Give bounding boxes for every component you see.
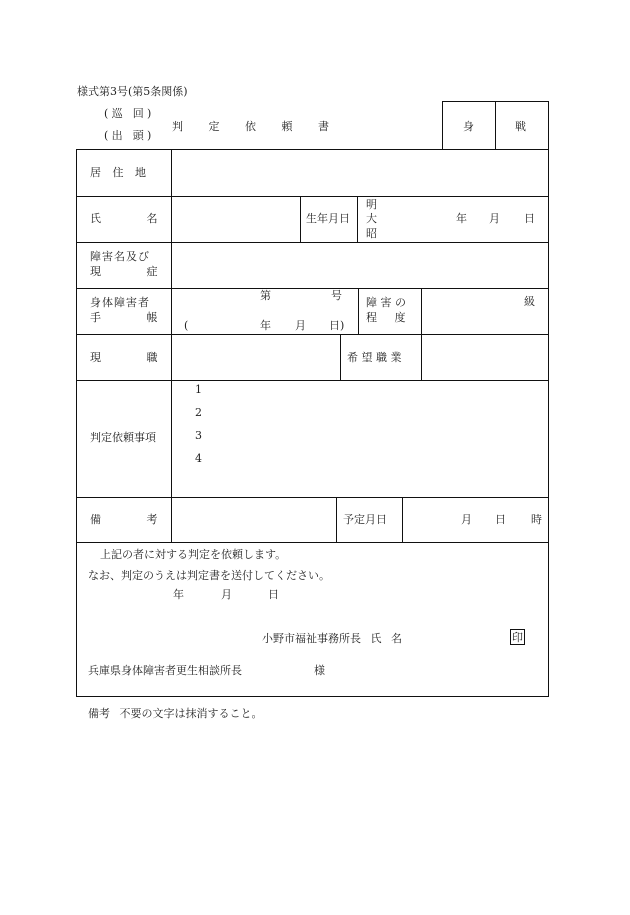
birth-day-unit: 日 [524, 212, 535, 225]
cell-divider [421, 288, 422, 334]
request-item: 1 [195, 383, 202, 396]
stamp-box-left-label: 身 [463, 120, 474, 133]
handbook-date-month: 月 [295, 319, 306, 332]
request-statement-line2: なお、判定のうえは判定書を送付してください。 [88, 569, 330, 582]
row-divider [76, 542, 549, 543]
request-item: 2 [195, 406, 202, 419]
row-divider [76, 242, 549, 243]
degree-label-line1: 障 害 の [366, 296, 406, 309]
handbook-label-line1: 身体障害者 [90, 296, 150, 309]
era-meiji: 明 [366, 198, 377, 211]
recipient-label: 兵庫県身体障害者更生相談所長 [88, 664, 242, 677]
request-statement-line1: 上記の者に対する判定を依頼します。 [100, 548, 287, 561]
cell-divider [402, 497, 403, 542]
form-number: 様式第3号(第5条関係) [77, 85, 188, 98]
era-taisho: 大 [366, 212, 377, 225]
cell-divider [336, 497, 337, 542]
birth-month-unit: 月 [489, 212, 500, 225]
residence-label: 居 住 地 [90, 166, 146, 179]
footer-date-day: 日 [268, 588, 279, 601]
recipient-honorific: 様 [314, 664, 325, 677]
degree-label-line2: 程 度 [366, 311, 406, 324]
handbook-date-open: ( [184, 319, 189, 332]
request-item: 4 [195, 452, 202, 465]
handbook-date-day: 日) [329, 319, 345, 332]
requests-label: 判定依頼事項 [90, 431, 156, 444]
cell-divider [358, 288, 359, 334]
remarks-label: 備 考 [90, 513, 158, 526]
birth-year-unit: 年 [456, 212, 467, 225]
row-divider [76, 497, 549, 498]
scheduled-day-unit: 日 [495, 513, 506, 526]
seal-mark: 印 [512, 631, 523, 644]
disability-label-line2: 現 症 [90, 265, 158, 278]
row-divider [76, 196, 549, 197]
document-title: 判 定 依 頼 書 [172, 120, 329, 133]
row-divider [76, 288, 549, 289]
footer-date-year: 年 [173, 588, 184, 601]
scheduled-month-unit: 月 [461, 513, 472, 526]
footer-date-month: 月 [221, 588, 232, 601]
form-table [76, 149, 549, 697]
desired-occupation-label: 希 望 職 業 [347, 351, 402, 364]
cell-divider [357, 196, 358, 242]
era-showa: 昭 [366, 227, 377, 240]
handbook-number-suffix: 号 [331, 289, 342, 302]
cell-divider [421, 334, 422, 380]
label-column-divider [171, 149, 172, 542]
scheduled-date-label: 予定月日 [343, 513, 387, 526]
birthdate-label: 生年月日 [306, 212, 350, 225]
request-item: 3 [195, 429, 202, 442]
row-divider [76, 334, 549, 335]
disability-label-line1: 障害名及び [90, 250, 150, 263]
name-label: 氏 名 [90, 212, 158, 225]
handbook-label-line2: 手 帳 [90, 311, 158, 324]
prefix-appearance: (出 頭) [104, 129, 155, 142]
cell-divider [300, 196, 301, 242]
scheduled-time-unit: 時 [531, 513, 542, 526]
grade-unit: 級 [524, 295, 535, 308]
handbook-number-prefix: 第 [260, 289, 271, 302]
occupation-label: 現 職 [90, 351, 158, 364]
handbook-date-year: 年 [260, 319, 271, 332]
row-divider [76, 380, 549, 381]
usage-note: 備考 不要の文字は抹消すること。 [88, 707, 263, 720]
prefix-round-visit: (巡 回) [104, 107, 155, 120]
sender-label: 小野市福祉事務所長 氏 名 [262, 632, 402, 645]
stamp-box-right-label: 戦 [515, 120, 526, 133]
cell-divider [340, 334, 341, 380]
